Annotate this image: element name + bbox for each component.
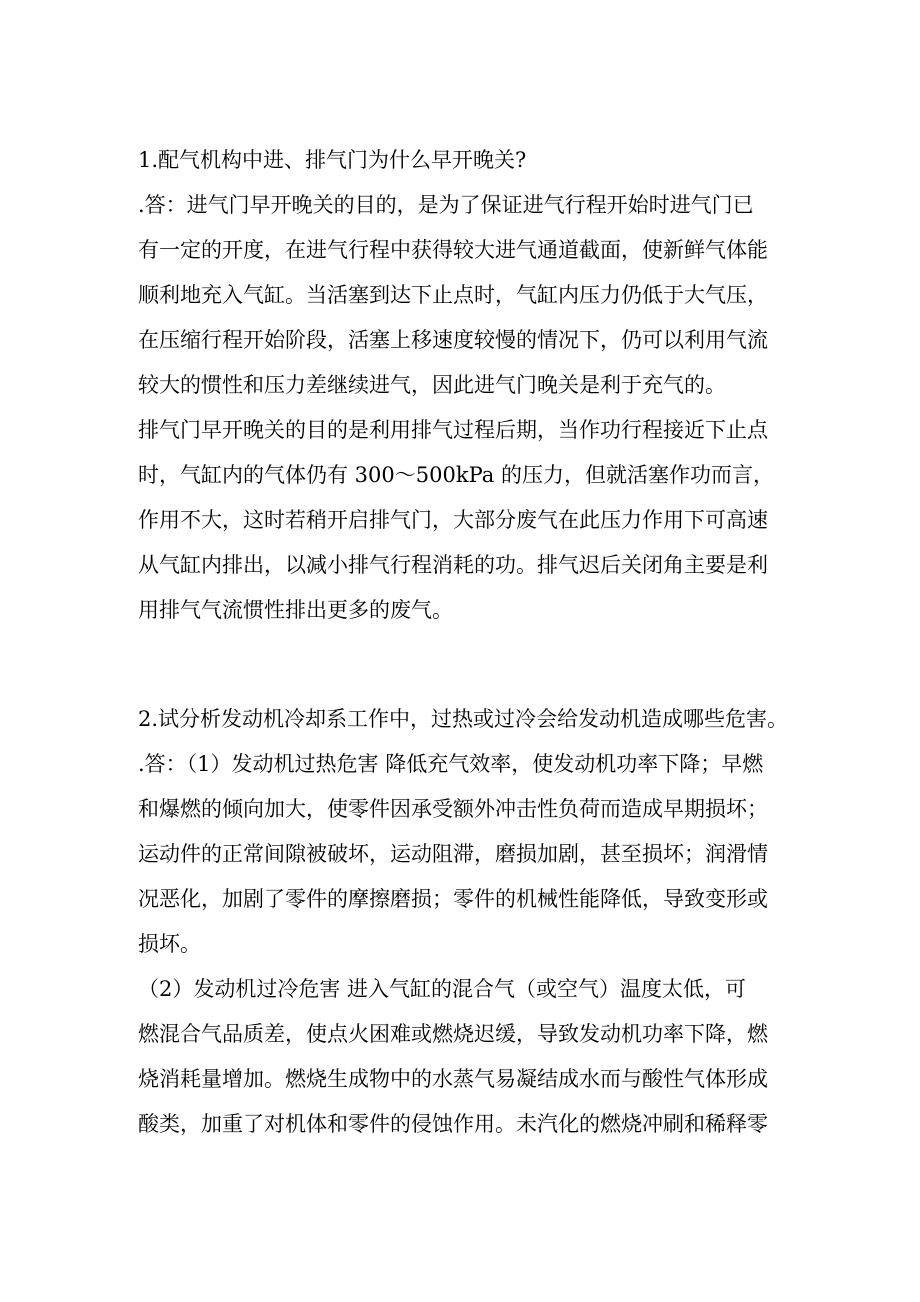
answer-1-line: 较大的惯性和压力差继续进气，因此进气门晚关是利于充气的。 bbox=[138, 373, 726, 397]
question-2-section bbox=[138, 697, 788, 1147]
answer-1-line: 有一定的开度，在进气行程中获得较大进气通道截面，使新鲜气体能 bbox=[138, 238, 768, 262]
answer-1-line: 排气门早开晚关的目的是利用排气过程后期，当作功行程接近下止点 bbox=[138, 418, 768, 442]
answer-2-line: 况恶化，加剧了零件的摩擦磨损；零件的机械性能降低，导致变形或 bbox=[138, 887, 768, 911]
answer-2-line: 损坏。 bbox=[138, 932, 201, 956]
question-1-title: 1.配气机构中进、排气门为什么早开晚关? bbox=[138, 148, 527, 172]
answer-1-line: .答：进气门早开晚关的目的，是为了保证进气行程开始时进气门已 bbox=[138, 193, 754, 217]
question-2-title: 2.试分析发动机冷却系工作中，过热或过冷会给发动机造成哪些危害。 bbox=[138, 707, 789, 731]
answer-1-line: 从气缸内排出，以减小排气行程消耗的功。排气迟后关闭角主要是利 bbox=[138, 553, 768, 577]
answer-1-line: 作用不大，这时若稍开启排气门，大部分废气在此压力作用下可高速 bbox=[138, 508, 768, 532]
answer-1-line: 顺利地充入气缸。当活塞到达下止点时，气缸内压力仍低于大气压， bbox=[138, 283, 768, 307]
answer-2-line: 运动件的正常间隙被破坏，运动阻滞，磨损加剧，甚至损坏；润滑情 bbox=[138, 842, 768, 866]
answer-2-line: 烧消耗量增加。燃烧生成物中的水蒸气易凝结成水而与酸性气体形成 bbox=[138, 1067, 768, 1091]
answer-2-line: 酸类，加重了对机体和零件的侵蚀作用。未汽化的燃烧冲刷和稀释零 bbox=[138, 1112, 768, 1136]
answer-2-line: （2）发动机过冷危害 进入气缸的混合气（或空气）温度太低，可 bbox=[138, 977, 747, 1001]
answer-2-line: 燃混合气品质差，使点火困难或燃烧迟缓，导致发动机功率下降，燃 bbox=[138, 1022, 768, 1046]
answer-1-line: 在压缩行程开始阶段，活塞上移速度较慢的情况下，仍可以利用气流 bbox=[138, 328, 768, 352]
answer-1-line: 用排气气流惯性排出更多的废气。 bbox=[138, 598, 453, 622]
answer-1-line: 时，气缸内的气体仍有 300～500kPa 的压力，但就活塞作功而言， bbox=[138, 463, 774, 487]
question-1-section bbox=[138, 138, 788, 633]
answer-2-line: 和爆燃的倾向加大，使零件因承受额外冲击性负荷而造成早期损坏； bbox=[138, 797, 768, 821]
answer-2-line: .答：（1）发动机过热危害 降低充气效率，使发动机功率下降；早燃 bbox=[138, 752, 764, 776]
